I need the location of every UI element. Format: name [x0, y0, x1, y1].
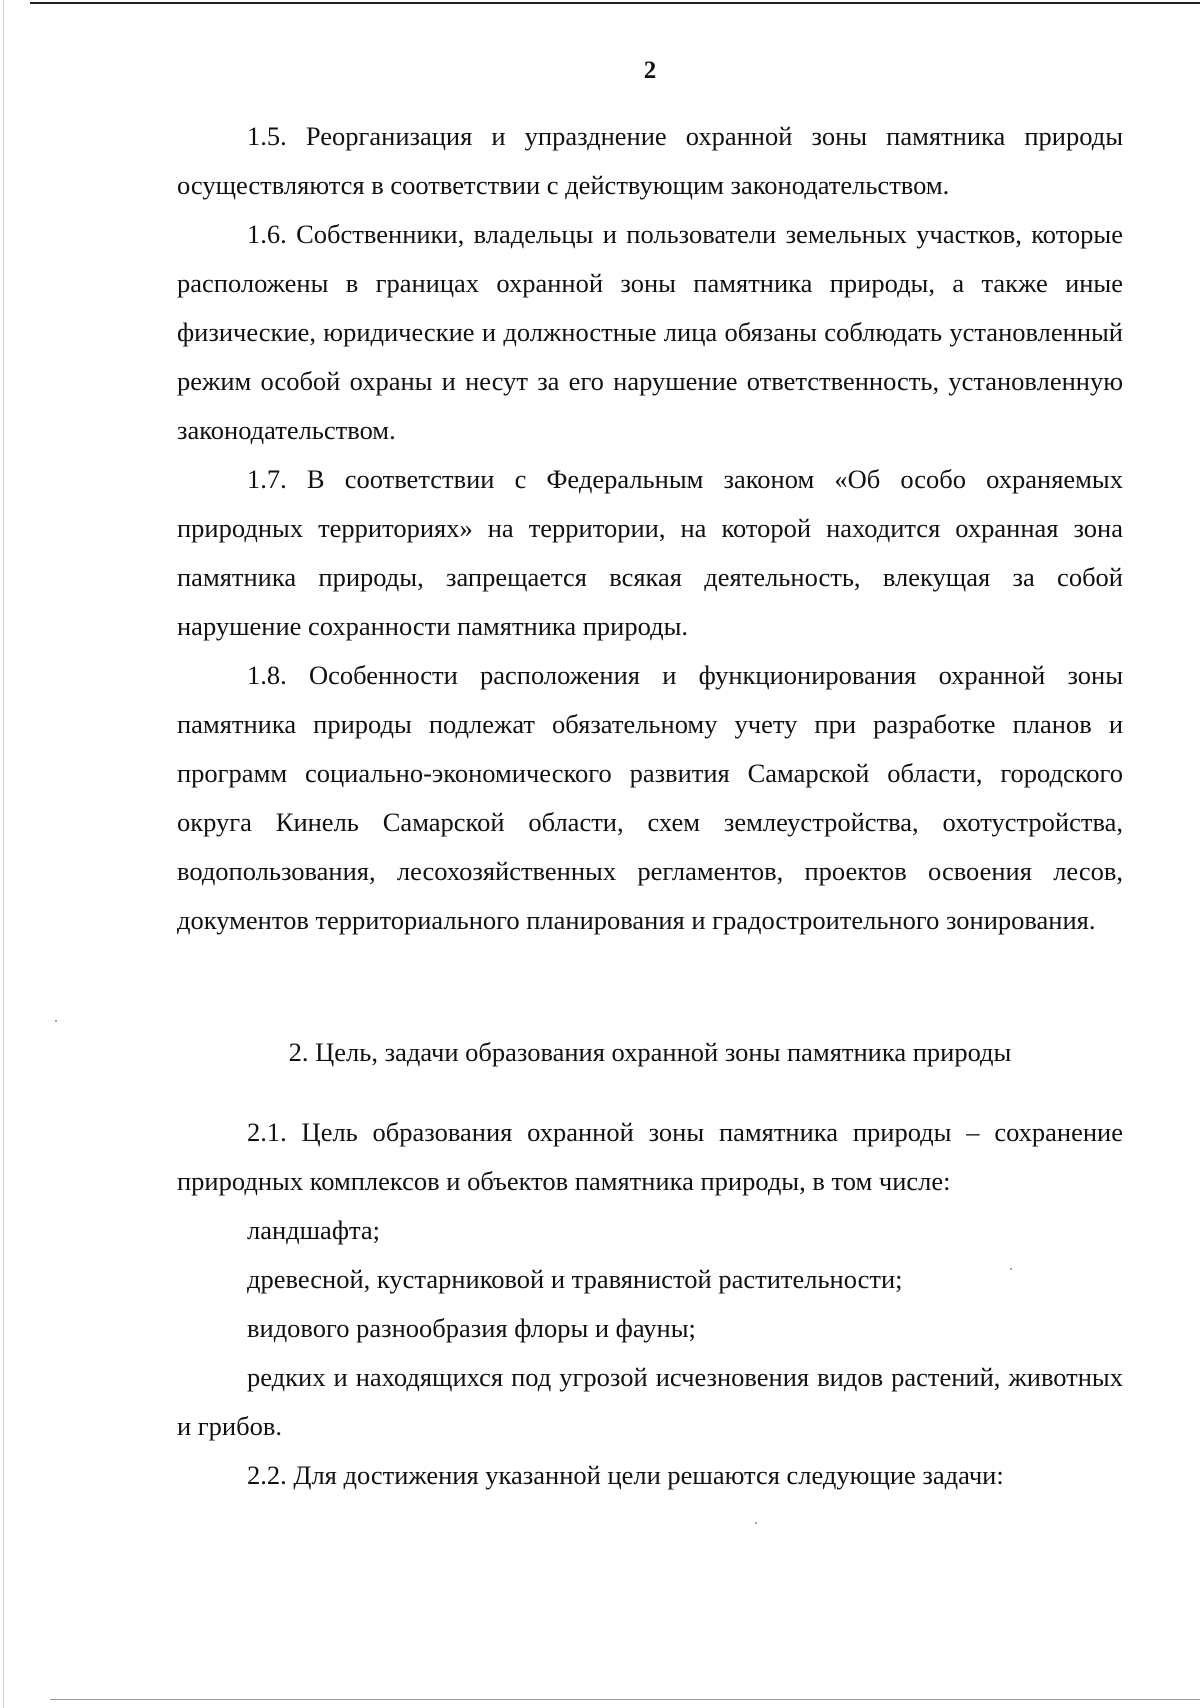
paragraph-1-5: 1.5. Реорганизация и упразднение охранной зоны памятника природы осуществляются в соответствии с действующим законодательством.: [177, 121, 1123, 200]
section-2-body: [177, 1108, 1123, 1500]
scan-speck: [1010, 1268, 1012, 1270]
paragraph-rare-species: редких и находящихся под угрозой исчезновения видов растений, животных и грибов.: [177, 1362, 1123, 1441]
paragraph-1-6: 1.6. Собственники, владельцы и пользователи земельных участков, которые расположены в границах охранной зоны памятника природы, а также иные физические, юридические и должностные лица обязаны соблюдать установленный режим особой охраны и несут за его нарушение ответственность, установленную законодательством.: [177, 219, 1123, 445]
paragraph-1-7: 1.7. В соответствии с Федеральным законом «Об особо охраняемых природных территориях» на территории, на которой находится охранная зона памятника природы, запрещается всякая деятельность, влекущая за собой нарушение сохранности памятника природы.: [177, 464, 1123, 641]
list-item-biodiversity: видового разнообразия флоры и фауны;: [247, 1313, 696, 1343]
page-number: 2: [643, 57, 657, 84]
bottom-border-line: [50, 1699, 1200, 1700]
paragraph-2-2: 2.2. Для достижения указанной цели решаются следующие задачи:: [247, 1460, 1004, 1490]
paragraph-1-8: 1.8. Особенности расположения и функционирования охранной зоны памятника природы подлежат обязательному учету при разработке планов и программ социально-экономического развития Самарской области, городского округа Кинель Самарской области, схем землеустройства, охотустройства, водопользования, лесохозяйственных регламентов, проектов освоения лесов, документов территориального планирования и градостроительного зонирования.: [177, 660, 1123, 935]
top-border-line: [30, 2, 1200, 4]
scan-speck: [55, 1020, 57, 1022]
list-item-vegetation: древесной, кустарниковой и травянистой растительности;: [247, 1264, 903, 1294]
section-1-body: [177, 112, 1123, 945]
paragraph-2-1: 2.1. Цель образования охранной зоны памятника природы – сохранение природных комплексов и объектов памятника природы, в том числе:: [177, 1117, 1123, 1196]
section-2-heading: 2. Цель, задачи образования охранной зоны памятника природы: [288, 1037, 1012, 1067]
scan-speck: [755, 1522, 757, 1524]
left-scan-edge: [3, 0, 4, 1708]
list-item-landscape: ландшафта;: [247, 1215, 381, 1245]
